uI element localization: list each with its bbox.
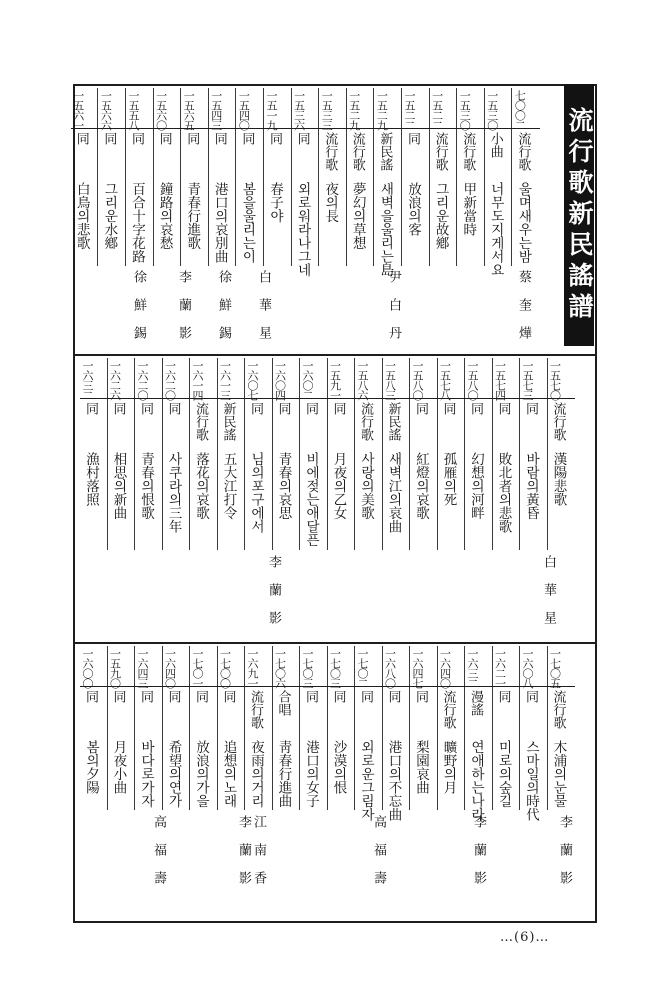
- entry-number: 一五一九: [265, 90, 278, 130]
- entry-number: 七〇〇二: [513, 90, 527, 130]
- banner-title: 流行歌新民謠譜: [564, 84, 594, 346]
- entry-title: 月夜의乙女: [330, 452, 347, 520]
- list-item: [236, 88, 258, 266]
- column-divider: [318, 88, 319, 266]
- list-item: [493, 358, 515, 550]
- column-divider: [327, 646, 328, 810]
- entry-genre: 流行歌: [432, 132, 448, 171]
- entry-number: 一五三三: [320, 90, 334, 130]
- entry-genre: 流行歌: [322, 132, 338, 171]
- header-rule: [80, 686, 575, 687]
- entry-number: 一五二二: [403, 90, 416, 130]
- column-divider: [180, 88, 181, 266]
- column-divider: [272, 358, 273, 550]
- list-item: [218, 358, 240, 550]
- entry-title: 그리운水鄕: [101, 182, 118, 250]
- column-divider: [272, 646, 273, 810]
- entry-number: 一五八六: [356, 360, 369, 400]
- credit-name: 李 蘭 影: [557, 815, 572, 884]
- column-divider: [354, 358, 355, 550]
- entry-title: 夢幻의草想: [349, 182, 366, 250]
- entry-genre: 同: [413, 402, 428, 415]
- entry-genre: 同: [138, 690, 153, 703]
- list-item: [292, 88, 314, 277]
- list-item: [512, 88, 534, 266]
- list-item: [135, 358, 157, 550]
- credit-name: 白 華 星: [256, 270, 271, 339]
- entry-title: 月夜小曲: [110, 740, 127, 794]
- column-divider: [299, 646, 300, 810]
- list-item: [438, 358, 460, 550]
- entry-title: 青春行進歌: [184, 182, 201, 250]
- entry-title: 夜雨의거리: [248, 740, 264, 808]
- entry-title: 甲新當時: [460, 182, 477, 236]
- entry-title: 夜의長: [322, 182, 339, 223]
- entry-genre: 同: [330, 402, 346, 415]
- entry-title: 青春의哀思: [275, 452, 292, 520]
- credit-name: 徐 鮮 錫: [131, 270, 146, 339]
- entry-number: 一五五八: [127, 90, 140, 130]
- entry-genre: 同: [165, 690, 181, 703]
- column-divider: [134, 358, 135, 550]
- entry-genre: 漫謠: [468, 690, 483, 716]
- entry-genre: 同: [101, 132, 117, 145]
- entry-title: 봄을울리는이: [239, 182, 256, 263]
- list-item: [328, 646, 350, 810]
- entry-number: 一六二六: [108, 360, 122, 400]
- column-divider: [401, 88, 402, 266]
- column-divider: [235, 88, 236, 266]
- list-item: [548, 646, 570, 810]
- list-item: [383, 358, 405, 550]
- entry-genre: 同: [110, 690, 126, 703]
- entry-genre: 同: [184, 132, 200, 145]
- credit-name: 李 蘭 影: [266, 555, 281, 624]
- entry-genre: 新民謠: [220, 402, 236, 441]
- list-item: [163, 358, 185, 550]
- entry-number: 一五三〇: [458, 90, 472, 130]
- entry-title: 孤雁의死: [440, 452, 457, 506]
- entry-title: 울며새우는밤: [515, 182, 532, 263]
- entry-genre: 流行歌: [248, 690, 263, 729]
- column-divider: [125, 88, 126, 266]
- list-item: [80, 358, 102, 550]
- list-item: [300, 646, 322, 810]
- entry-genre: 新民謠: [385, 402, 401, 441]
- entry-number: 一六〇〇: [81, 648, 94, 688]
- column-divider: [97, 88, 98, 266]
- entry-number: 一五八〇: [411, 360, 424, 400]
- entry-genre: 同: [523, 402, 538, 415]
- column-divider: [134, 646, 135, 810]
- entry-number: 一五六六: [99, 90, 113, 130]
- entry-number: 一六二一: [493, 648, 507, 688]
- list-item: [190, 358, 212, 550]
- entry-title: 봄의夕陽: [83, 740, 99, 794]
- entry-genre: 同: [358, 690, 373, 703]
- entry-genre: 同: [239, 132, 255, 145]
- entry-genre: 同: [385, 690, 401, 703]
- entry-title: 希望의연가: [165, 740, 182, 808]
- entry-genre: 流行歌: [349, 132, 365, 171]
- page-number: …(6)…: [500, 930, 550, 945]
- entry-genre: 流行歌: [515, 132, 531, 171]
- entry-title: 漢陽悲歌: [550, 452, 567, 506]
- list-item: [218, 646, 240, 810]
- column-divider: [519, 358, 520, 550]
- entry-title: 새벽江의哀曲: [385, 452, 402, 533]
- entry-genre: 同: [523, 690, 538, 703]
- list-item: [135, 646, 157, 810]
- entry-title: 放浪의가을: [193, 740, 209, 808]
- list-item: [355, 358, 377, 550]
- column-divider: [263, 88, 264, 266]
- entry-title: 百合十字花路: [129, 182, 145, 263]
- column-divider: [456, 88, 457, 266]
- entry-title: 梨園哀曲: [413, 740, 429, 794]
- entry-number: 一六一四: [191, 360, 204, 400]
- entry-title: 바람의黃昏: [523, 452, 539, 520]
- entry-title: 외로워라나그네: [294, 182, 311, 277]
- entry-genre: 流行歌: [550, 402, 566, 441]
- entry-number: 一六〇七: [246, 360, 259, 400]
- column-divider: [547, 358, 548, 550]
- list-item: [493, 646, 515, 810]
- entry-title: 외로운그림자: [358, 740, 374, 821]
- entry-title: 白鳥의悲歌: [73, 182, 90, 250]
- entry-genre: 流行歌: [550, 690, 566, 729]
- column-divider: [429, 88, 430, 266]
- entry-genre: 流行歌: [440, 690, 456, 729]
- entry-number: 一五九一: [328, 360, 342, 400]
- column-divider: [464, 646, 465, 810]
- entry-number: 一六四〇: [163, 648, 177, 688]
- entry-title: 그리운故鄕: [432, 182, 449, 250]
- entry-genre: 流行歌: [193, 402, 208, 441]
- column-divider: [437, 646, 438, 810]
- credit-name: 李 蘭 影: [471, 815, 486, 884]
- entry-title: 港口의女子: [303, 740, 319, 808]
- entry-number: 一七〇三: [328, 648, 342, 688]
- list-item: [154, 88, 176, 266]
- column-divider: [327, 358, 328, 550]
- entry-number: 一六四〇: [438, 648, 452, 688]
- credit-name: 李 蘭 影: [176, 270, 191, 339]
- column-divider: [189, 358, 190, 550]
- entry-title: 沙漠의恨: [330, 740, 347, 794]
- entry-number: 一七〇五: [548, 648, 562, 688]
- entry-title: 새벽을울리는島: [377, 182, 394, 277]
- credit-name: 白 華 星: [541, 555, 556, 624]
- entry-number: 一七〇〇: [218, 648, 232, 688]
- entry-genre: 同: [211, 132, 227, 145]
- list-item: [300, 358, 322, 550]
- column-divider: [208, 88, 209, 266]
- entry-genre: 同: [220, 690, 236, 703]
- entry-number: 一五四三: [209, 90, 223, 130]
- credit-name: 江 南 香: [251, 815, 266, 884]
- column-divider: [162, 358, 163, 550]
- entry-genre: 同: [275, 402, 291, 415]
- column-divider: [492, 358, 493, 550]
- list-item: [548, 358, 570, 550]
- entry-number: 一五八三: [383, 360, 397, 400]
- entry-title: 敗北者의悲歌: [495, 452, 512, 533]
- entry-number: 一六四七: [411, 648, 424, 688]
- list-item: [383, 646, 405, 821]
- list-item: [245, 646, 267, 810]
- list-item: [264, 88, 286, 266]
- entry-number: 一六三二: [466, 648, 479, 688]
- list-item: [108, 646, 130, 810]
- column-divider: [244, 646, 245, 810]
- entry-title: 春子야: [267, 182, 283, 223]
- column-divider: [464, 358, 465, 550]
- entry-number: 一六八〇: [383, 648, 397, 688]
- entry-genre: 同: [405, 132, 420, 145]
- credit-name: 徐 鮮 錫: [216, 270, 231, 339]
- list-item: [355, 646, 377, 821]
- entry-title: 鐘路의哀愁: [156, 182, 173, 250]
- list-item: [209, 88, 231, 266]
- entry-genre: 同: [83, 690, 98, 703]
- entry-genre: 同: [330, 690, 346, 703]
- entry-number: 一五八〇: [466, 360, 479, 400]
- column-divider: [511, 88, 512, 266]
- column-divider: [492, 646, 493, 810]
- entry-title: 五大江打令: [220, 452, 237, 520]
- entry-genre: 同: [165, 402, 181, 415]
- entry-title: 落花의哀歌: [193, 452, 209, 520]
- list-item: [465, 358, 487, 550]
- column-divider: [346, 88, 347, 266]
- list-item: [465, 646, 487, 821]
- entry-title: 미로의숲길: [495, 740, 512, 808]
- list-item: [71, 88, 93, 266]
- entry-number: 一五二二: [430, 90, 444, 130]
- entry-number: 一五七四: [493, 360, 507, 400]
- entry-title: 木浦의눈물: [550, 740, 567, 808]
- entry-genre: 同: [303, 690, 318, 703]
- column-divider: [409, 646, 410, 810]
- list-item: [80, 646, 102, 810]
- entry-number: 一七〇二: [356, 648, 369, 688]
- entry-number: 一五七〇: [548, 360, 562, 400]
- entry-genre: 同: [138, 402, 153, 415]
- list-item: [438, 646, 460, 810]
- list-item: [520, 646, 542, 821]
- list-item: [273, 358, 295, 550]
- entry-number: 一五三六: [292, 90, 306, 130]
- entry-title: 幻想의河畔: [468, 452, 484, 520]
- entry-genre: 合唱: [275, 690, 291, 716]
- list-item: [520, 358, 542, 550]
- column-divider: [153, 88, 154, 266]
- entry-number: 一五四〇: [237, 90, 251, 130]
- entry-number: 一五二九: [375, 90, 389, 130]
- entry-genre: 同: [294, 132, 310, 145]
- entry-genre: 流行歌: [358, 402, 373, 441]
- entry-number: 一六九一: [246, 648, 259, 688]
- header-rule: [80, 398, 575, 399]
- entry-number: 一五二九: [347, 90, 361, 130]
- entry-number: 一五三〇: [485, 90, 499, 130]
- entry-genre: 同: [248, 402, 263, 415]
- credit-name: 高 福 壽: [371, 815, 386, 884]
- list-item: [410, 358, 432, 550]
- list-item: [163, 646, 185, 810]
- entry-number: 一六三二: [81, 360, 94, 400]
- entry-genre: 同: [468, 402, 483, 415]
- column-divider: [354, 646, 355, 810]
- column-divider: [217, 358, 218, 550]
- entry-title: 曠野의月: [440, 740, 457, 794]
- entry-title: 紅燈의哀歌: [413, 452, 429, 520]
- column-divider: [217, 646, 218, 810]
- column-divider: [162, 646, 163, 810]
- entry-title: 漁村落照: [83, 452, 99, 506]
- entry-number: 一五七八: [438, 360, 452, 400]
- entry-number: 一五九〇: [108, 648, 122, 688]
- list-item: [328, 358, 350, 550]
- entry-number: 一五六一: [71, 90, 85, 130]
- list-item: [485, 88, 507, 277]
- entry-number: 一六〇二: [301, 360, 314, 400]
- column-divider: [299, 358, 300, 550]
- list-item: [410, 646, 432, 810]
- entry-genre: 新民謠: [377, 132, 393, 171]
- credit-name: 尹 白 丹: [386, 270, 401, 339]
- entry-genre: 小曲: [487, 132, 503, 158]
- entry-genre: 同: [303, 402, 318, 415]
- column-divider: [291, 88, 292, 266]
- column-divider: [382, 358, 383, 550]
- credit-name: 高 福 壽: [151, 815, 166, 884]
- list-item: [319, 88, 341, 266]
- entry-title: 放浪의客: [405, 182, 421, 236]
- list-item: [273, 646, 295, 810]
- entry-genre: 同: [73, 132, 89, 145]
- entry-title: 港口의哀別曲: [211, 182, 228, 263]
- section-divider: [73, 354, 595, 356]
- entry-genre: 同: [110, 402, 126, 415]
- list-item: [98, 88, 120, 266]
- entry-number: 一七〇一: [191, 648, 204, 688]
- credit-name: 李 蘭 影: [236, 815, 251, 884]
- entry-genre: 同: [193, 690, 208, 703]
- column-divider: [107, 358, 108, 550]
- column-divider: [189, 646, 190, 810]
- entry-number: 一六二〇: [163, 360, 177, 400]
- entry-genre: 同: [495, 690, 511, 703]
- list-item: [347, 88, 369, 266]
- entry-title: 青春의恨歌: [138, 452, 154, 520]
- entry-number: 一六一三: [218, 360, 232, 400]
- entry-genre: 同: [413, 690, 428, 703]
- column-divider: [107, 646, 108, 810]
- entry-genre: 同: [83, 402, 98, 415]
- column-divider: [409, 358, 410, 550]
- column-divider: [484, 88, 485, 266]
- list-item: [126, 88, 148, 266]
- entry-number: 一六四三: [136, 648, 149, 688]
- entry-title: 님의포구에서: [248, 452, 264, 533]
- entry-title: 사쿠라의三年: [165, 452, 182, 533]
- entry-title: 사랑의美歌: [358, 452, 374, 520]
- list-item: [181, 88, 203, 266]
- entry-number: 一六二〇: [136, 360, 149, 400]
- header-rule: [71, 128, 540, 129]
- entry-title: 바다로가자: [138, 740, 154, 808]
- entry-genre: 同: [440, 402, 456, 415]
- entry-title: 追想의노래: [220, 740, 237, 808]
- entry-title: 비에젖는애달픈: [303, 452, 319, 547]
- list-item: [402, 88, 424, 266]
- column-divider: [373, 88, 374, 266]
- entry-number: 一五六五: [182, 90, 196, 130]
- column-divider: [437, 358, 438, 550]
- list-item: [457, 88, 479, 266]
- list-item: [374, 88, 396, 277]
- entry-number: 一六〇八: [521, 648, 534, 688]
- list-item: [430, 88, 452, 266]
- column-divider: [519, 646, 520, 810]
- list-item: [190, 646, 212, 810]
- entry-number: 一七〇六: [273, 648, 287, 688]
- section-divider: [73, 642, 595, 644]
- entry-genre: 同: [156, 132, 172, 145]
- column-divider: [547, 646, 548, 810]
- list-item: [108, 358, 130, 550]
- entry-title: 港口의不忘曲: [385, 740, 402, 821]
- entry-title: 연애하는나라: [468, 740, 484, 821]
- entry-title: 너무도지게서요: [487, 182, 504, 277]
- entry-title: 靑春行進曲: [275, 740, 292, 808]
- entry-genre: 同: [495, 402, 511, 415]
- entry-number: 一五七三: [521, 360, 534, 400]
- entry-number: 一六〇四: [273, 360, 287, 400]
- entry-number: 一七〇三: [301, 648, 314, 688]
- entry-genre: 同: [267, 132, 282, 145]
- credit-name: 蔡 奎 燁: [516, 270, 531, 339]
- entry-title: 스마일의時代: [523, 740, 539, 821]
- entry-title: 相思의新曲: [110, 452, 127, 520]
- column-divider: [244, 358, 245, 550]
- list-item: [245, 358, 267, 550]
- entry-number: 一五六〇: [154, 90, 168, 130]
- column-divider: [382, 646, 383, 810]
- entry-genre: 同: [129, 132, 144, 145]
- entry-genre: 流行歌: [460, 132, 476, 171]
